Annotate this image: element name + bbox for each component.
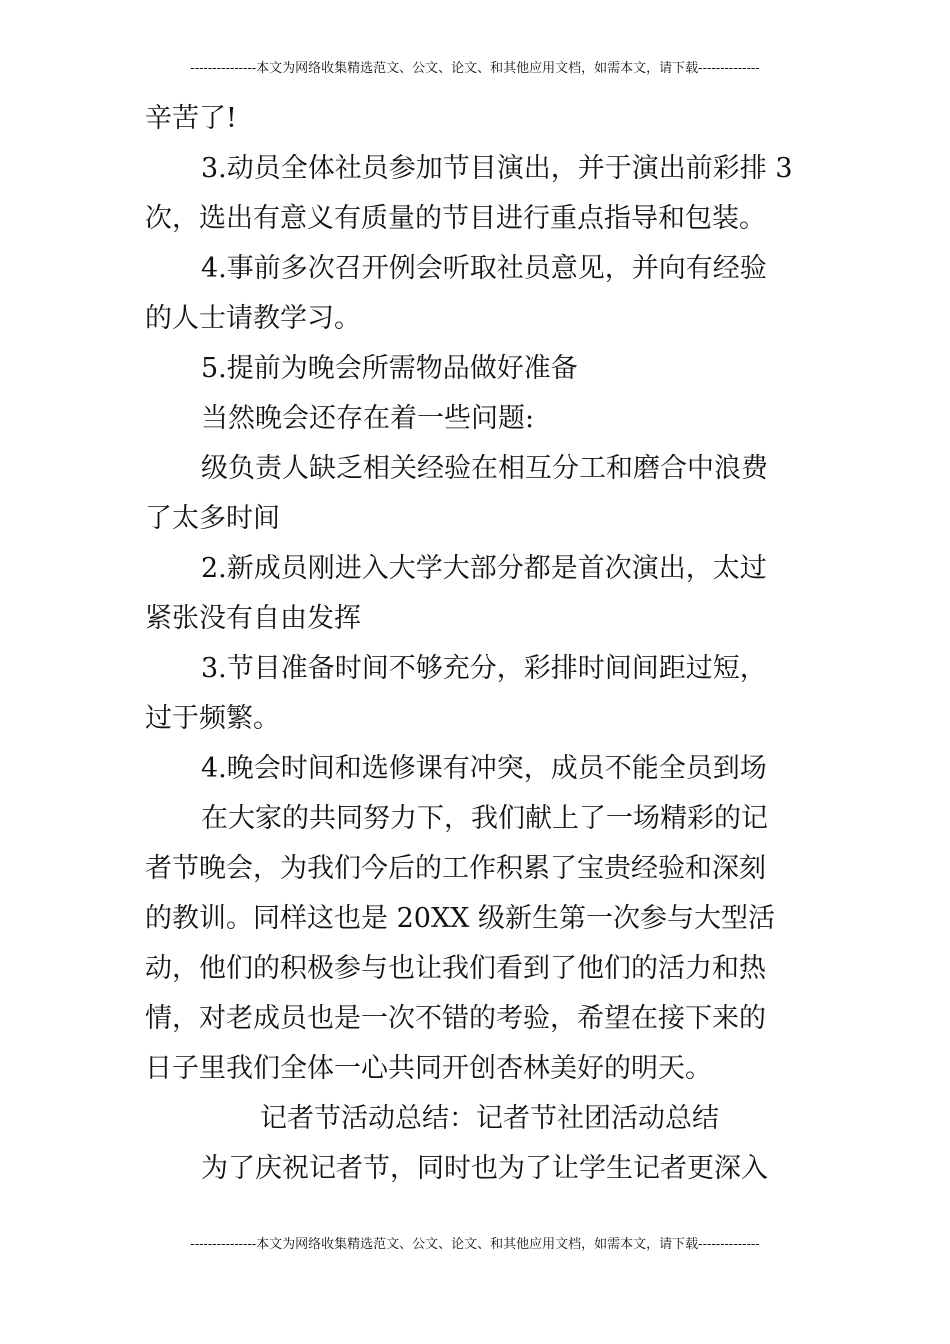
paragraph-line: 情，对老成员也是一次不错的考验，希望在接下来的 — [145, 1003, 766, 1034]
paragraph-line: 次，选出有意义有质量的节目进行重点指导和包装。 — [145, 203, 766, 234]
paragraph-line: 的教训。同样这也是 20XX 级新生第一次参与大型活 — [145, 903, 775, 934]
paragraph-line: 动，他们的积极参与也让我们看到了他们的活力和热 — [145, 953, 766, 984]
document-body — [145, 94, 810, 1194]
header-banner: ---------------本文为网络收集精选范文、公文、论文、和其他应用文档，如需本文，请下载-------------- — [190, 61, 760, 76]
paragraph-line: 过于频繁。 — [145, 703, 280, 734]
paragraph-line: 紧张没有自由发挥 — [145, 603, 361, 634]
paragraph-line: 辛苦了! — [145, 103, 237, 134]
paragraph-line: 3.节目准备时间不够充分，彩排时间间距过短， — [201, 653, 767, 684]
paragraph-line: 3.动员全体社员参加节目演出，并于演出前彩排 3 — [201, 153, 793, 184]
paragraph-line: 者节晚会，为我们今后的工作积累了宝贵经验和深刻 — [145, 853, 766, 884]
section-heading: 记者节活动总结：记者节社团活动总结 — [260, 1103, 719, 1134]
footer-banner: ---------------本文为网络收集精选范文、公文、论文、和其他应用文档，如需本文，请下载-------------- — [190, 1237, 760, 1252]
paragraph-line: 5.提前为晚会所需物品做好准备 — [201, 353, 578, 384]
paragraph-line: 日子里我们全体一心共同开创杏林美好的明天。 — [145, 1053, 712, 1084]
paragraph-line: 2.新成员刚进入大学大部分都是首次演出，太过 — [201, 553, 767, 584]
paragraph-line: 当然晚会还存在着一些问题: — [201, 403, 535, 434]
paragraph-line: 为了庆祝记者节，同时也为了让学生记者更深入 — [201, 1153, 768, 1184]
paragraph-line: 4.事前多次召开例会听取社员意见，并向有经验 — [201, 253, 767, 284]
paragraph-line: 4.晚会时间和选修课有冲突，成员不能全员到场 — [201, 753, 767, 784]
paragraph-line: 的人士请教学习。 — [145, 303, 361, 334]
paragraph-line: 级负责人缺乏相关经验在相互分工和磨合中浪费 — [201, 453, 768, 484]
paragraph-line: 在大家的共同努力下，我们献上了一场精彩的记 — [201, 803, 768, 834]
paragraph-line: 了太多时间 — [145, 503, 280, 534]
